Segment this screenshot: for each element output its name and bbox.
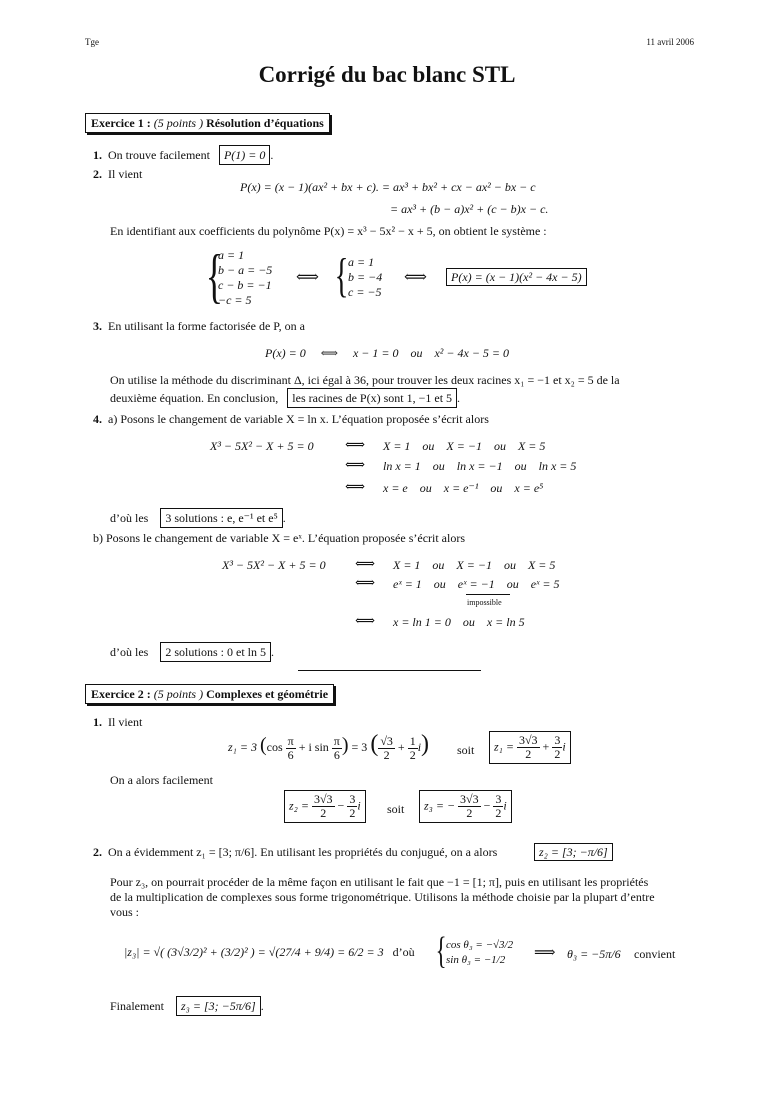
equiv-symbol: ⟺ — [404, 269, 427, 286]
equiv-symbol: ⟺ — [296, 269, 319, 286]
modulus-computation — [124, 946, 415, 958]
ex2-q2-para-1: Pour z₃, on pourrait procéder de la même façon en utilisant le fait que −1 = [1; π], puis en utilisant les propriétés — [110, 875, 649, 889]
ex1-q3-answer-box: les racines de P(x) sont 1, −1 et 5 — [287, 388, 457, 408]
ex1-q4b-text: b) Posons le changement de variable X = eˣ. L’équation proposée s’écrit alors — [93, 531, 466, 545]
ex1-q2-line2: = ax³ + (b − a)x² + (c − b)x − c. — [390, 202, 549, 216]
ex1-q2-num: 2. — [93, 167, 102, 181]
sqrt-expression: √( (3√3/2)² + (3/2)² ) — [153, 945, 255, 959]
isin-label: + i sin — [298, 740, 329, 754]
ex2-q1 — [93, 716, 142, 728]
equiv-symbol: ⟺ — [345, 458, 366, 473]
ex1-q2-answer-box: P(x) = (x − 1)(x² − 4x − 5) — [446, 268, 587, 286]
exercise-2-label: Exercice 2 : — [91, 687, 151, 701]
header-left: Tge — [85, 37, 99, 47]
ex1-q1-answer-box: P(1) = 0 — [219, 145, 270, 165]
q4a-row-rhs: X = 1 ou X = −1 ou X = 5 — [383, 439, 546, 453]
q4a-row-rhs: ln x = 1 ou ln x = −1 ou ln x = 5 — [383, 459, 577, 473]
q4b-row-rhs: eˣ = 1 ou eˣ = −1 ou eˣ = 5 — [393, 577, 560, 591]
q4b-row-lhs: X³ − 5X² − X + 5 = 0 — [222, 558, 326, 572]
theta-system-brace: { — [435, 930, 447, 972]
exercise-2-heading — [85, 684, 334, 704]
q4b-row-rhs: X = 1 ou X = −1 ou X = 5 — [393, 558, 556, 572]
exercise-1-label: Exercice 1 : — [91, 116, 151, 130]
dou-label: d’où — [392, 945, 415, 959]
ex1-q2-text: Il vient — [108, 167, 143, 181]
fraction: $\frac{1}{2}$ — [409, 733, 416, 762]
z1-trig-formula: z₁ = 3 (cos $\frac{\pi}{6}$ + i sin $\frac{\pi}{6}$ ) = 3 ( $\frac{√3}{2}$ + $\frac{1}{2}$ i) — [228, 731, 430, 762]
ex1-q3-text: En utilisant la forme factorisée de P, on a — [108, 319, 305, 333]
ex1-q1: 1. On trouve facilement P(1) = 0 . — [93, 149, 273, 161]
fraction: $\frac{\pi}{6}$ — [333, 733, 340, 762]
q4a-row-rhs: x = e ou x = e⁻¹ ou x = e⁵ — [383, 481, 544, 495]
exercise-1-heading — [85, 113, 330, 133]
ex1-q3 — [93, 320, 305, 332]
ex2-q2-answer-box: z₂ = [3; −π/6] — [534, 843, 613, 861]
header-date: 11 avril 2006 — [646, 37, 694, 47]
ex2-q1-alors: On a alors facilement — [110, 773, 213, 787]
implies-symbol: ⟹ — [534, 945, 556, 961]
theta-system — [446, 938, 513, 968]
ex1-q3-num: 3. — [93, 319, 102, 333]
ex1-q1-num: 1. — [93, 148, 102, 162]
equiv-symbol: ⟺ — [355, 557, 376, 572]
system-1-row: b − a = −5 — [218, 263, 273, 277]
ex1-q2-line1: P(x) = (x − 1)(ax² + bx + c). = ax³ + bx² + cx − ax² − bx − c — [240, 180, 536, 194]
equiv-symbol: ⟺ — [355, 614, 376, 629]
ex1-q3-line2: deuxième équation. En conclusion, les racines de P(x) sont 1, −1 et 5 . — [110, 392, 460, 404]
z3-answer-box: z₃ = − $\frac{3√3}{2}$ − $\frac{3}{2}$ i — [419, 790, 512, 823]
cos-label: cos — [266, 740, 283, 754]
theta-value: θ₃ = −5π/6 — [567, 947, 621, 961]
equiv-symbol: ⟺ — [345, 438, 366, 453]
ex1-q4b-conclusion: d’où les 2 solutions : 0 et ln 5 . — [110, 646, 274, 658]
underbrace — [466, 594, 510, 595]
z2-answer-box: z₂ = $\frac{3√3}{2}$ − $\frac{3}{2}$ i — [284, 790, 366, 823]
system-1 — [218, 248, 272, 308]
system-1-row: −c = 5 — [218, 293, 252, 307]
ex1-q4-num: 4. — [93, 412, 102, 426]
theta-system-row: sin θ₃ = −1/2 — [446, 954, 506, 966]
ex1-q4a-doules: d’où les — [110, 511, 149, 525]
modz3-lhs: |z₃| = — [124, 945, 151, 959]
fraction: $\frac{√3}{2}$ — [380, 733, 393, 762]
ex2-final-answer-box: z₃ = [3; −5π/6] — [176, 996, 261, 1016]
ex2-q2-para-2: de la multiplication de complexes sous forme trigonométrique. Utilisons la méthode choisie par la plupart d’entre — [110, 890, 655, 904]
theta-system-row: cos θ₃ = −√3/2 — [446, 939, 514, 951]
ex1-q2-ident: En identifiant aux coefficients du polynôme P(x) = x³ − 5x² − x + 5, on obtient le système : — [110, 224, 547, 238]
system-2-row: b = −4 — [348, 270, 383, 284]
q4b-row-rhs: x = ln 1 = 0 ou x = ln 5 — [393, 615, 525, 629]
system-1-row: a = 1 — [218, 248, 245, 262]
system-1-brace: { — [205, 243, 224, 309]
fraction: $\frac{\pi}{6}$ — [287, 733, 294, 762]
ex1-q4a — [93, 413, 489, 425]
equiv-symbol: ⟺ — [355, 576, 376, 591]
ex1-q3-equation: P(x) = 0 ⟺ x − 1 = 0 ou x² − 4x − 5 = 0 — [265, 346, 510, 360]
soit-label: soit — [387, 802, 405, 816]
sqrt-result: = √(27/4 + 9/4) = 6/2 = 3 — [257, 945, 384, 959]
ex1-q4b-doules: d’où les — [110, 645, 149, 659]
ex1-q4a-text: a) Posons le changement de variable X = ln x. L’équation proposée s’écrit alors — [108, 412, 489, 426]
ex2-q2-num: 2. — [93, 845, 102, 859]
ex1-q4a-answer-box: 3 solutions : e, e⁻¹ et e⁵ — [160, 508, 282, 528]
section-divider — [298, 670, 481, 671]
page-title: Corrigé du bac blanc STL — [258, 62, 516, 87]
final-label: Finalement — [110, 999, 164, 1013]
ex1-q2 — [93, 168, 142, 180]
ex2-q2-text: On a évidemment z₁ = [3; π/6]. En utilisant les propriétés du conjugué, on a alors — [108, 845, 498, 859]
soit-label: soit — [457, 743, 475, 757]
system-2-brace: { — [334, 249, 349, 302]
ex1-q1-text: On trouve facilement — [108, 148, 210, 162]
system-2 — [348, 255, 382, 300]
z1-answer-box: z₁ = $\frac{3√3}{2}$ + $\frac{3}{2}$ i — [489, 731, 571, 764]
ex1-q3-line2-text: deuxième équation. En conclusion, — [110, 391, 279, 405]
equiv-symbol: ⟺ — [345, 480, 366, 495]
ex2-final: Finalement z₃ = [3; −5π/6] . — [110, 1000, 264, 1012]
z1-lhs: z₁ = 3 — [228, 740, 257, 754]
impossible-note: impossible — [467, 598, 502, 607]
system-1-row: c − b = −1 — [218, 278, 272, 292]
exercise-2-topic: Complexes et géométrie — [206, 687, 329, 701]
ex2-q2-para-3: vous : — [110, 905, 140, 919]
ex2-q1-num: 1. — [93, 715, 102, 729]
q4a-row-lhs: X³ − 5X² − X + 5 = 0 — [210, 439, 314, 453]
ex1-q4b-answer-box: 2 solutions : 0 et ln 5 — [160, 642, 271, 662]
system-2-row: a = 1 — [348, 255, 375, 269]
ex2-q2 — [93, 846, 497, 858]
convient-label: convient — [634, 947, 676, 961]
exercise-1-points: (5 points ) — [153, 116, 204, 130]
system-2-row: c = −5 — [348, 285, 382, 299]
equals-3: = 3 — [351, 740, 368, 754]
exercise-1-topic: Résolution d’équations — [206, 116, 324, 130]
exercise-2-points: (5 points ) — [153, 687, 204, 701]
ex2-q1-text: Il vient — [108, 715, 143, 729]
ex1-q3-line1: On utilise la méthode du discriminant Δ, ici égal à 36, pour trouver les deux racines x₁ = −1 et x₂ = 5 de la — [110, 373, 620, 387]
ex1-q4a-conclusion: d’où les 3 solutions : e, e⁻¹ et e⁵ . — [110, 512, 286, 524]
